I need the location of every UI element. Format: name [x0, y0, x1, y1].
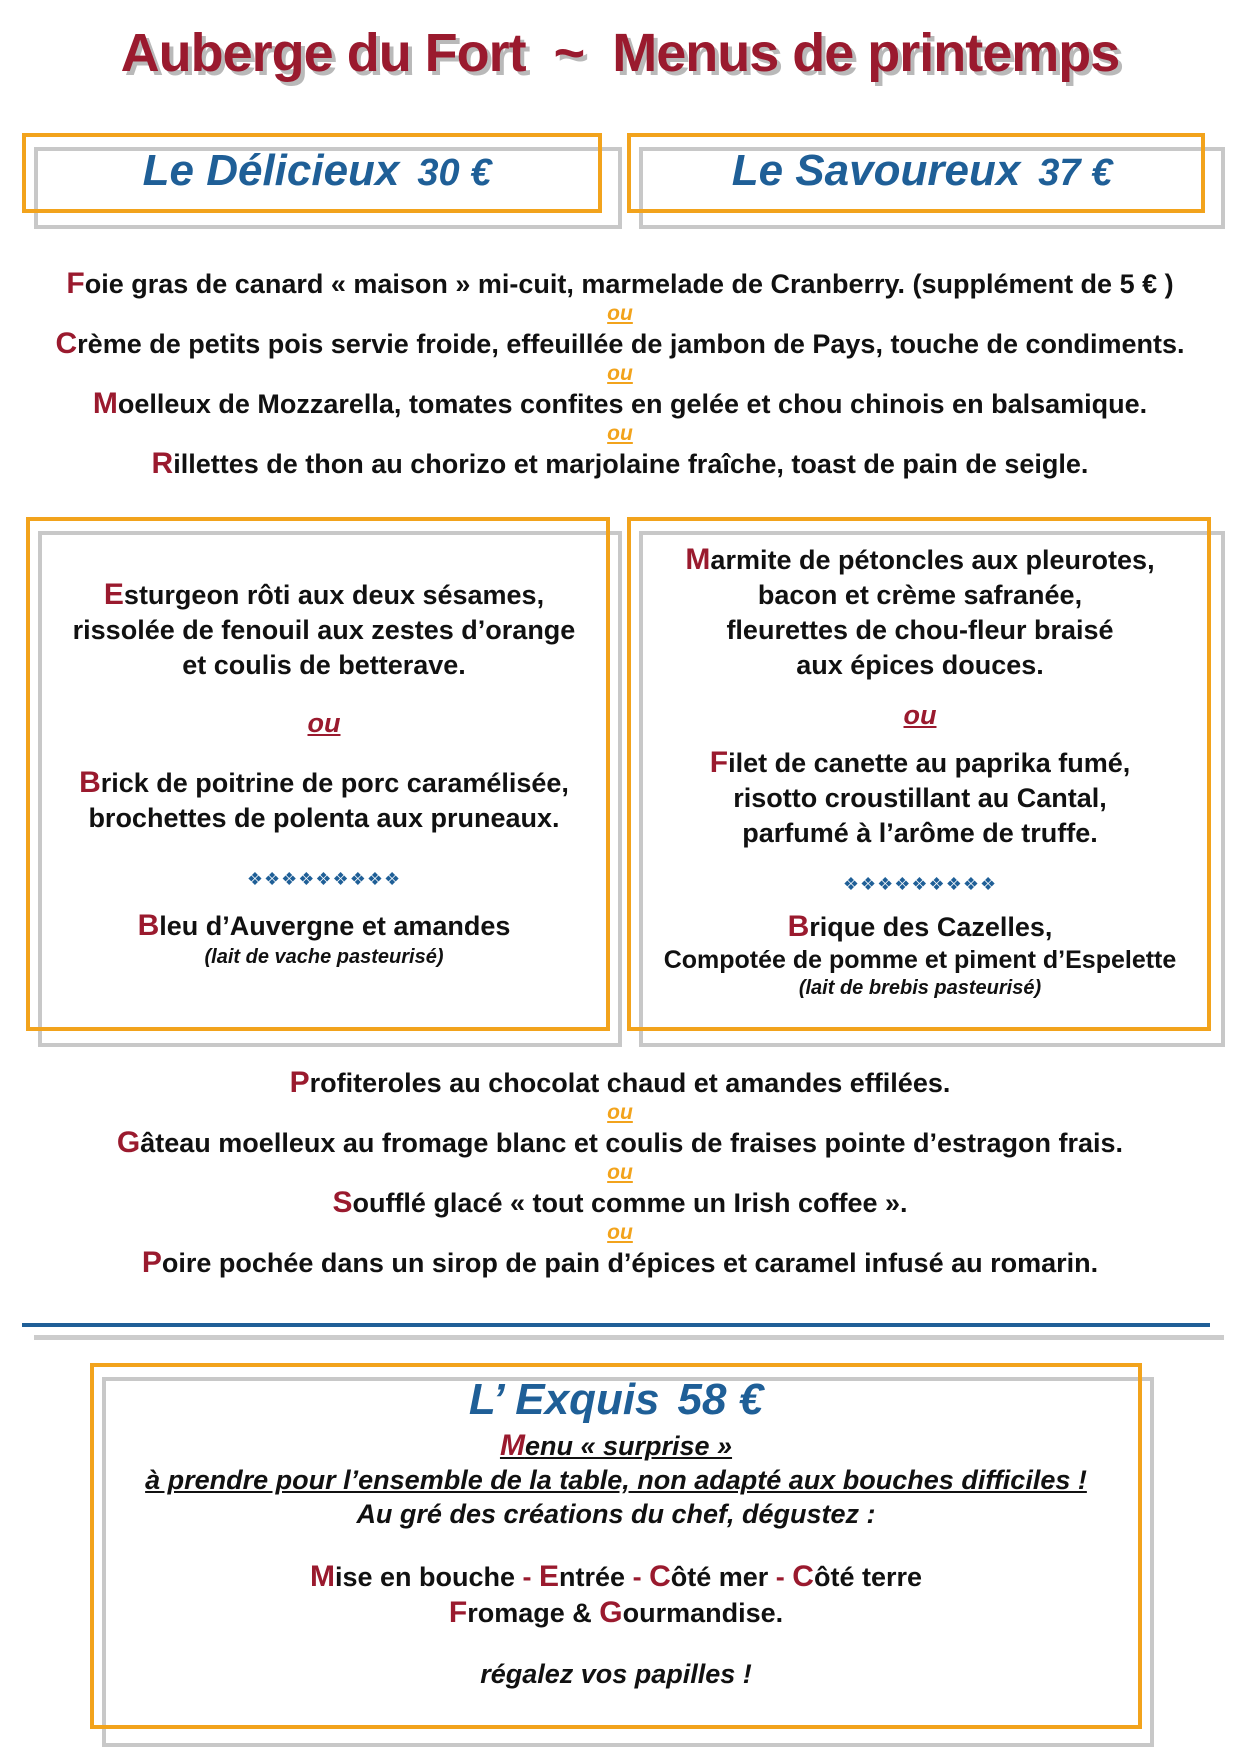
main-dish: Marmite de pétoncles aux pleurotes, bacon et crème safranée, fleurettes de chou-fleur braisé aux épices douces. [685, 543, 1155, 680]
cheese-note: (lait de brebis pasteurisé) [798, 977, 1042, 999]
list-item: Profiteroles au chocolat chaud et amandes effilées. [289, 1066, 951, 1099]
main-dish: Esturgeon rôti aux deux sésames, rissolée de fenouil aux zestes d’orange et coulis de betterave. [72, 578, 576, 680]
menu-savoureux-header [627, 133, 1225, 229]
list-item: Gâteau moelleux au fromage blanc et coulis de fraises pointe d’estragon frais. [116, 1126, 1124, 1159]
menu-season-title: Menus de printemps [612, 23, 1120, 83]
main-dish: Filet de canette au paprika fumé, risotto croustillant au Cantal, parfumé à l’arôme de truffe. [709, 746, 1131, 848]
menu-delicieux-header [22, 133, 622, 229]
section-divider [22, 1323, 1210, 1327]
course-list-2: Fromage & Gourmandise. [448, 1596, 784, 1629]
desserts-section [0, 1066, 1240, 1280]
cheese-note: (lait de vache pasteurisé) [204, 946, 444, 968]
separator-ou: ou [903, 700, 937, 730]
separator-ou: ou [607, 1101, 633, 1124]
savoureux-main-box [627, 517, 1225, 1047]
cheese-item: Bleu d’Auvergne et amandes [137, 909, 511, 942]
cheese-accompaniment: Compotée de pomme et piment d’Espelette [663, 946, 1177, 974]
menu-name: Le Délicieux [142, 146, 400, 195]
diamond-separator: ❖❖❖❖❖❖❖❖❖ [246, 869, 402, 889]
entrees-section [0, 267, 1240, 481]
main-dish: Brick de poitrine de porc caramélisée, brochettes de polenta aux pruneaux. [79, 766, 569, 833]
list-item: Moelleux de Mozzarella, tomates confites en gelée et chou chinois en balsamique. [92, 387, 1148, 420]
delicieux-main-box [26, 517, 622, 1047]
separator-ou: ou [607, 1221, 633, 1244]
diamond-separator: ❖❖❖❖❖❖❖❖❖ [842, 874, 998, 894]
menu-name: Le Savoureux [731, 146, 1021, 195]
closing-line: régalez vos papilles ! [480, 1659, 752, 1689]
page-title [0, 22, 1240, 84]
list-item: Rillettes de thon au chorizo et marjolaine fraîche, toast de pain de seigle. [151, 447, 1089, 480]
menu-surprise-intro: Au gré des créations du chef, dégustez : [356, 1499, 876, 1529]
menu-price: 58 € [677, 1375, 764, 1424]
separator-ou: ou [607, 1161, 633, 1184]
menu-surprise-condition: à prendre pour l’ensemble de la table, non adapté aux bouches difficiles ! [145, 1465, 1087, 1495]
course-list: Mise en bouche - Entrée - Côté mer - Côté terre [309, 1560, 923, 1593]
restaurant-name: Auberge du Fort [120, 23, 526, 83]
title-tilde: ~ [553, 23, 585, 83]
menu-surprise-label: Menu « surprise » [499, 1429, 733, 1462]
separator-ou: ou [607, 302, 633, 325]
menu-price: 37 € [1038, 152, 1113, 194]
menu-name: L’ Exquis [468, 1375, 660, 1424]
separator-ou: ou [307, 708, 341, 738]
list-item: Poire pochée dans un sirop de pain d’épices et caramel infusé au romarin. [141, 1246, 1099, 1279]
list-item: Foie gras de canard « maison » mi-cuit, marmelade de Cranberry. (supplément de 5 € ) [66, 267, 1174, 300]
menu-exquis-box [90, 1363, 1154, 1747]
section-divider-shadow [34, 1335, 1224, 1340]
separator-ou: ou [607, 362, 633, 385]
cheese-item: Brique des Cazelles, [787, 910, 1053, 943]
list-item: Crème de petits pois servie froide, effeuillée de jambon de Pays, touche de condiments. [55, 327, 1185, 360]
menu-price: 30 € [417, 152, 492, 194]
menu-exquis-title [90, 1371, 1142, 1429]
separator-ou: ou [607, 422, 633, 445]
list-item: Soufflé glacé « tout comme un Irish coffee ». [332, 1186, 908, 1219]
